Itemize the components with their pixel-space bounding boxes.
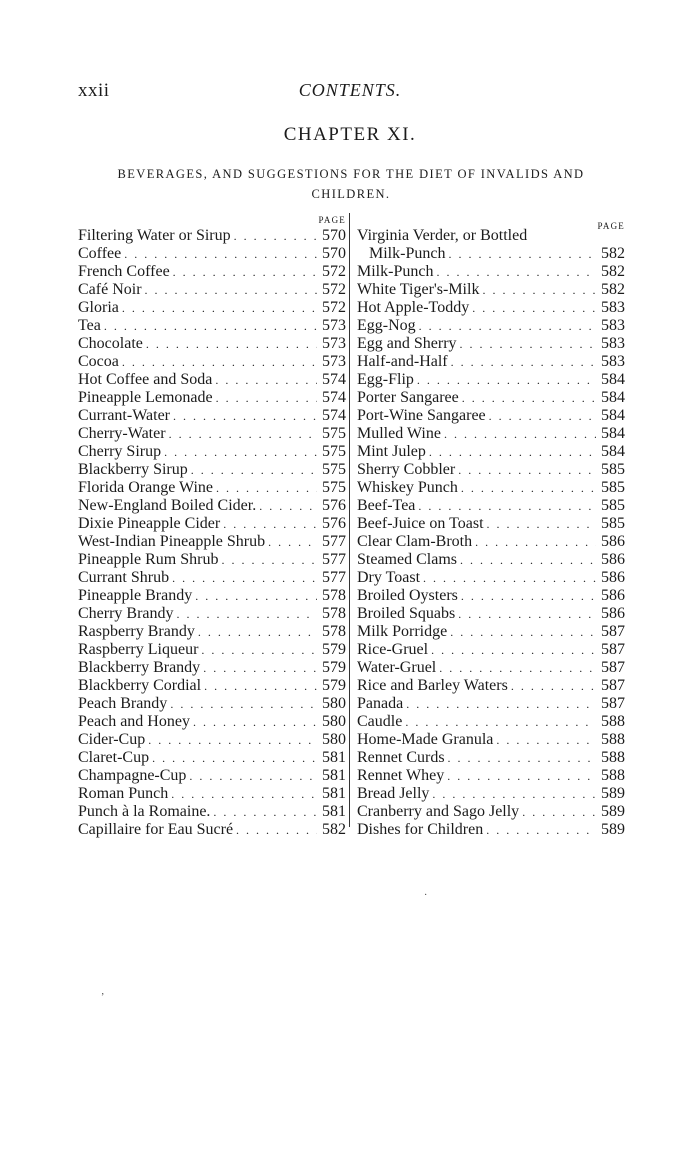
toc-entry bbox=[357, 569, 625, 587]
toc-entry bbox=[78, 605, 346, 623]
dot-leader bbox=[148, 731, 317, 749]
toc-entry-title: Florida Orange Wine bbox=[78, 479, 214, 496]
toc-entry-page: 570 bbox=[322, 245, 346, 262]
toc-entry-page: 584 bbox=[601, 443, 625, 460]
toc-entry-title: Cider-Cup bbox=[78, 731, 146, 748]
dot-leader bbox=[216, 479, 317, 497]
toc-entry bbox=[78, 533, 346, 551]
toc-entry-page: 589 bbox=[601, 803, 625, 820]
toc-entry-title: Virginia Verder, or Bottled bbox=[357, 227, 528, 244]
toc-entry-title: Broiled Oysters bbox=[357, 587, 458, 604]
toc-entry-title: Blackberry Brandy bbox=[78, 659, 201, 676]
toc-entry-title: Peach Brandy bbox=[78, 695, 168, 712]
toc-entry bbox=[357, 623, 625, 641]
toc-entry bbox=[78, 227, 346, 245]
toc-entry-page: 587 bbox=[601, 659, 625, 676]
toc-entry-page: 587 bbox=[601, 677, 625, 694]
toc-entry-title: Clear Clam-Broth bbox=[357, 533, 473, 550]
toc-entry-page: 581 bbox=[322, 803, 346, 820]
toc-entry-title: Coffee bbox=[78, 245, 122, 262]
toc-entry-page: 583 bbox=[601, 299, 625, 316]
toc-entry-page: 585 bbox=[601, 497, 625, 514]
toc-entry bbox=[78, 281, 346, 299]
toc-entry-page: 583 bbox=[601, 335, 625, 352]
dot-leader bbox=[458, 461, 596, 479]
toc-entry-page: 584 bbox=[601, 407, 625, 424]
toc-entry-page: 584 bbox=[601, 425, 625, 442]
toc-entry-page: 570 bbox=[322, 227, 346, 244]
toc-entry-title: Dishes for Children bbox=[357, 821, 484, 838]
dot-leader bbox=[405, 713, 596, 731]
dot-leader bbox=[418, 497, 596, 515]
toc-entry bbox=[78, 677, 346, 695]
toc-entry-page: 586 bbox=[601, 569, 625, 586]
dot-leader bbox=[204, 677, 317, 695]
toc-entry-page: 578 bbox=[322, 605, 346, 622]
dot-leader bbox=[419, 317, 596, 335]
toc-entry bbox=[78, 821, 346, 839]
dot-leader bbox=[122, 353, 317, 371]
toc-entry-title: Dixie Pineapple Cider bbox=[78, 515, 221, 532]
toc-entry-title: Champagne-Cup bbox=[78, 767, 187, 784]
dot-leader bbox=[259, 497, 317, 515]
dot-leader bbox=[203, 659, 317, 677]
dot-leader bbox=[436, 263, 596, 281]
toc-entry-page: 586 bbox=[601, 533, 625, 550]
toc-entry-page: 572 bbox=[322, 263, 346, 280]
dot-leader bbox=[406, 695, 596, 713]
toc-entry bbox=[357, 299, 625, 317]
toc-entry-title: Currant-Water bbox=[78, 407, 170, 424]
toc-entry-page: 572 bbox=[322, 281, 346, 298]
toc-entry-page: 579 bbox=[322, 659, 346, 676]
toc-entry-title: Capillaire for Eau Sucré bbox=[78, 821, 234, 838]
toc-entry-page: 576 bbox=[322, 497, 346, 514]
toc-entry-title: Porter Sangaree bbox=[357, 389, 459, 406]
dot-leader bbox=[104, 317, 317, 335]
toc-entry bbox=[357, 335, 625, 353]
toc-entry-page: 586 bbox=[601, 587, 625, 604]
toc-entry bbox=[78, 803, 346, 821]
toc-entry bbox=[357, 281, 625, 299]
toc-entry bbox=[357, 317, 625, 335]
dot-leader bbox=[169, 425, 317, 443]
toc-entry bbox=[78, 587, 346, 605]
toc-entry bbox=[78, 353, 346, 371]
dot-leader bbox=[489, 407, 596, 425]
toc-entry-title: Rennet Whey bbox=[357, 767, 445, 784]
dot-leader bbox=[462, 389, 596, 407]
dot-leader bbox=[487, 515, 596, 533]
toc-entry-title: Punch à la Romaine. bbox=[78, 803, 211, 820]
toc-entry-page: 577 bbox=[322, 533, 346, 550]
column-divider bbox=[349, 213, 350, 827]
toc-entry-page: 580 bbox=[322, 731, 346, 748]
toc-entry bbox=[78, 731, 346, 749]
toc-entry-title: Raspberry Brandy bbox=[78, 623, 195, 640]
toc-entry bbox=[357, 785, 625, 803]
dot-leader bbox=[216, 389, 317, 407]
toc-entry bbox=[78, 713, 346, 731]
dot-leader bbox=[221, 551, 317, 569]
toc-entry bbox=[78, 371, 346, 389]
dot-leader bbox=[173, 263, 317, 281]
toc-entry-title: Mint Julep bbox=[357, 443, 426, 460]
toc-entry bbox=[357, 497, 625, 515]
toc-entry-page: 575 bbox=[322, 425, 346, 442]
toc-entry-page: 574 bbox=[322, 371, 346, 388]
toc-entry-page: 574 bbox=[322, 389, 346, 406]
dot-leader bbox=[215, 371, 317, 389]
dot-leader bbox=[423, 569, 596, 587]
toc-entry bbox=[357, 731, 625, 749]
toc-entry bbox=[357, 371, 625, 389]
page-number: xxii bbox=[78, 80, 110, 101]
dot-leader bbox=[122, 299, 317, 317]
toc-entry bbox=[357, 713, 625, 731]
toc-entry-title: Rennet Curds bbox=[357, 749, 445, 766]
toc-entry-title: Egg-Nog bbox=[357, 317, 416, 334]
toc-entry-page: 584 bbox=[601, 389, 625, 406]
toc-entry-page: 582 bbox=[601, 263, 625, 280]
dot-leader bbox=[124, 245, 317, 263]
toc-entry bbox=[357, 389, 625, 407]
chapter-title: CHAPTER XI. bbox=[283, 124, 417, 145]
toc-entry bbox=[357, 407, 625, 425]
toc-entry bbox=[357, 803, 625, 821]
dot-leader bbox=[522, 803, 596, 821]
toc-entry-title: Raspberry Liqueur bbox=[78, 641, 199, 658]
toc-entry-title: Dry Toast bbox=[357, 569, 421, 586]
toc-entry-page: 572 bbox=[322, 299, 346, 316]
toc-entry-page: 581 bbox=[322, 785, 346, 802]
toc-entry-page: 581 bbox=[322, 767, 346, 784]
toc-entry-title: Pineapple Rum Shrub bbox=[78, 551, 219, 568]
dot-leader bbox=[431, 641, 596, 659]
toc-entry bbox=[357, 821, 625, 839]
toc-entry bbox=[357, 263, 625, 281]
toc-entry-title: Mulled Wine bbox=[357, 425, 441, 442]
dot-leader bbox=[429, 443, 596, 461]
toc-entry-page: 583 bbox=[601, 317, 625, 334]
toc-entry bbox=[78, 389, 346, 407]
toc-entry-title: Milk-Punch bbox=[357, 263, 434, 280]
toc-entry-title: Port-Wine Sangaree bbox=[357, 407, 486, 424]
toc-entry bbox=[78, 479, 346, 497]
toc-entry bbox=[357, 353, 625, 371]
toc-entry-title: Beef-Juice on Toast bbox=[357, 515, 484, 532]
toc-entry-title: Chocolate bbox=[78, 335, 143, 352]
toc-entry-title: Steamed Clams bbox=[357, 551, 457, 568]
toc-entry-page: 575 bbox=[322, 443, 346, 460]
toc-entry bbox=[78, 569, 346, 587]
toc-entry bbox=[78, 263, 346, 281]
toc-entry bbox=[357, 587, 625, 605]
stray-print-mark: · bbox=[424, 890, 428, 901]
toc-entry-title: Rice-Gruel bbox=[357, 641, 429, 658]
toc-entry-page: 576 bbox=[322, 515, 346, 532]
toc-entry bbox=[78, 785, 346, 803]
toc-entry-title: Pineapple Lemonade bbox=[78, 389, 213, 406]
toc-entry-title: Milk-Punch bbox=[369, 245, 446, 262]
toc-entry-page: 582 bbox=[601, 281, 625, 298]
toc-entry bbox=[78, 245, 346, 263]
dot-leader bbox=[170, 695, 317, 713]
toc-entry-title: Hot Apple-Toddy bbox=[357, 299, 470, 316]
stray-print-mark: ʼ bbox=[101, 992, 105, 1003]
toc-entry-title: Panada bbox=[357, 695, 404, 712]
toc-entry bbox=[357, 677, 625, 695]
toc-entry bbox=[78, 641, 346, 659]
toc-entry bbox=[357, 659, 625, 677]
toc-entry-title: Hot Coffee and Soda bbox=[78, 371, 213, 388]
toc-entry-title: Water-Gruel bbox=[357, 659, 437, 676]
toc-entry-page: 587 bbox=[601, 623, 625, 640]
contents-left-column bbox=[78, 213, 346, 839]
dot-leader bbox=[486, 821, 596, 839]
toc-entry-title: New-England Boiled Cider. bbox=[78, 497, 257, 514]
toc-entry-page: 575 bbox=[322, 479, 346, 496]
toc-entry-heading-line bbox=[357, 227, 625, 245]
toc-entry bbox=[357, 533, 625, 551]
toc-entry-page: 579 bbox=[322, 641, 346, 658]
toc-entry bbox=[78, 749, 346, 767]
toc-entry-page: 587 bbox=[601, 641, 625, 658]
toc-entry-title: Egg and Sherry bbox=[357, 335, 457, 352]
toc-entry-page: 580 bbox=[322, 695, 346, 712]
dot-leader bbox=[417, 371, 596, 389]
toc-entry-page: 575 bbox=[322, 461, 346, 478]
toc-entry-page: 588 bbox=[601, 731, 625, 748]
toc-entry-title: Egg-Flip bbox=[357, 371, 414, 388]
dot-leader bbox=[189, 767, 317, 785]
dot-leader bbox=[439, 659, 596, 677]
dot-leader bbox=[173, 407, 317, 425]
dot-leader bbox=[444, 425, 596, 443]
toc-entry bbox=[78, 407, 346, 425]
toc-entry-title: Whiskey Punch bbox=[357, 479, 458, 496]
toc-entry-page: 573 bbox=[322, 335, 346, 352]
page-column-label: PAGE bbox=[318, 215, 346, 225]
dot-leader bbox=[172, 569, 317, 587]
toc-entry-page: 588 bbox=[601, 749, 625, 766]
toc-entry-page: 579 bbox=[322, 677, 346, 694]
toc-entry-title: Bread Jelly bbox=[357, 785, 430, 802]
toc-entry-title: Blackberry Sirup bbox=[78, 461, 188, 478]
dot-leader bbox=[164, 443, 317, 461]
toc-entry bbox=[357, 767, 625, 785]
dot-leader bbox=[451, 353, 596, 371]
dot-leader bbox=[234, 227, 317, 245]
dot-leader bbox=[482, 281, 596, 299]
toc-entry-title: Blackberry Cordial bbox=[78, 677, 202, 694]
toc-entry-title: Currant Shrub bbox=[78, 569, 170, 586]
contents-right-column: PAGE Virginia Verder, or Bottled Milk-Punch . . . 582 Milk-Punch . . . 582 White Tiger's-Milk . . . 582 Hot Apple-Toddy . . . 583 Egg-Nog . . . 583 Egg and Sherry . . . 583 Half-and-Half . . . 583 Egg-Flip . . . 584 Porter Sangaree . . . 584 Port-Wine Sangaree . . . 584 Mulled Wine . . . 584 Mint Julep . . . 584 Sherry Cobbler . . . 585 Whiskey Punch . . . 585 Beef-Tea . . . 585 Beef-Juice on Toast . . . 585 Clear Clam-Broth . . . 586 Steamed Clams . . . 586 Dry Toast . . . 586 Broiled Oysters . . . 586 Broiled Squabs . . . 586 Milk Porridge . . . 587 Rice-Gruel . . . 587 Water-Gruel . . . 587 Rice and Barley Waters . . . 587 Panada . . . 587 Caudle . . . 588 Home-Made Granula . . . 588 Rennet Curds . . . 588 Rennet Whey . . . 588 Bread Jelly . . . 589 Cranberry and Sago Jelly . . . 589 Dishes for Children . . . 589 bbox=[357, 213, 625, 839]
toc-entry-title: Cherry Brandy bbox=[78, 605, 174, 622]
toc-entry bbox=[357, 605, 625, 623]
dot-leader bbox=[268, 533, 317, 551]
toc-entry bbox=[78, 659, 346, 677]
toc-entry bbox=[357, 425, 625, 443]
toc-entry bbox=[78, 695, 346, 713]
toc-entry-title: Filtering Water or Sirup bbox=[78, 227, 231, 244]
toc-entry bbox=[357, 695, 625, 713]
dot-leader bbox=[152, 749, 317, 767]
chapter-subtitle: BEVERAGES, AND SUGGESTIONS FOR THE DIET OF INVALIDS AND CHILDREN. bbox=[117, 167, 585, 201]
dot-leader bbox=[198, 623, 317, 641]
dot-leader bbox=[236, 821, 317, 839]
dot-leader bbox=[450, 623, 596, 641]
dot-leader bbox=[496, 731, 596, 749]
dot-leader bbox=[448, 245, 596, 263]
toc-entry-page: 588 bbox=[601, 767, 625, 784]
toc-entry-title: Roman Punch bbox=[78, 785, 169, 802]
toc-entry-title: Cranberry and Sago Jelly bbox=[357, 803, 520, 820]
running-head: CONTENTS. bbox=[298, 80, 402, 100]
toc-entry-page: 583 bbox=[601, 353, 625, 370]
toc-entry-page: 581 bbox=[322, 749, 346, 766]
dot-leader bbox=[472, 299, 596, 317]
toc-entry-title: Beef-Tea bbox=[357, 497, 416, 514]
toc-entry bbox=[357, 551, 625, 569]
dot-leader bbox=[460, 551, 596, 569]
dot-leader bbox=[475, 533, 596, 551]
toc-entry-title: Peach and Honey bbox=[78, 713, 190, 730]
toc-entry-title: Tea bbox=[78, 317, 101, 334]
toc-entry bbox=[78, 551, 346, 569]
dot-leader bbox=[461, 479, 596, 497]
toc-entry bbox=[357, 461, 625, 479]
dot-leader bbox=[201, 641, 317, 659]
toc-entry-page: 589 bbox=[601, 785, 625, 802]
toc-entry-page: 589 bbox=[601, 821, 625, 838]
dot-leader bbox=[171, 785, 317, 803]
toc-entry bbox=[78, 461, 346, 479]
toc-entry-title: Café Noir bbox=[78, 281, 142, 298]
toc-entry-page: 573 bbox=[322, 353, 346, 370]
toc-entry-title: Broiled Squabs bbox=[357, 605, 456, 622]
toc-entry bbox=[357, 479, 625, 497]
toc-entry-title: French Coffee bbox=[78, 263, 170, 280]
toc-entry-title: Half-and-Half bbox=[357, 353, 448, 370]
dot-leader bbox=[223, 515, 317, 533]
dot-leader bbox=[213, 803, 317, 821]
toc-entry-title: Home-Made Granula bbox=[357, 731, 494, 748]
toc-entry-title: Rice and Barley Waters bbox=[357, 677, 508, 694]
toc-entry bbox=[78, 299, 346, 317]
dot-leader bbox=[146, 335, 317, 353]
dot-leader bbox=[191, 461, 317, 479]
dot-leader bbox=[461, 587, 596, 605]
toc-entry bbox=[78, 623, 346, 641]
toc-entry bbox=[78, 335, 346, 353]
toc-entry bbox=[357, 641, 625, 659]
dot-leader bbox=[447, 767, 596, 785]
toc-entry-title: Milk Porridge bbox=[357, 623, 448, 640]
toc-entry-page: 587 bbox=[601, 695, 625, 712]
toc-entry-page: 578 bbox=[322, 623, 346, 640]
dot-leader bbox=[458, 605, 596, 623]
toc-entry-page: 585 bbox=[601, 461, 625, 478]
dot-leader bbox=[511, 677, 596, 695]
toc-entry-title: Gloria bbox=[78, 299, 119, 316]
toc-entry bbox=[78, 425, 346, 443]
dot-leader bbox=[193, 713, 317, 731]
toc-entry-page: 580 bbox=[322, 713, 346, 730]
toc-entry-title: Pineapple Brandy bbox=[78, 587, 193, 604]
dot-leader bbox=[195, 587, 317, 605]
toc-entry-page: 588 bbox=[601, 713, 625, 730]
toc-entry-page: 585 bbox=[601, 479, 625, 496]
toc-entry-title: Cherry-Water bbox=[78, 425, 166, 442]
toc-entry bbox=[78, 443, 346, 461]
toc-entry-page: 582 bbox=[322, 821, 346, 838]
toc-entry-title: Caudle bbox=[357, 713, 403, 730]
toc-entry-page: 584 bbox=[601, 371, 625, 388]
dot-leader bbox=[145, 281, 317, 299]
toc-entry-title: Cherry Sirup bbox=[78, 443, 162, 460]
toc-entry bbox=[78, 317, 346, 335]
toc-entry-page: 573 bbox=[322, 317, 346, 334]
toc-entry bbox=[78, 497, 346, 515]
toc-entry-page: 586 bbox=[601, 551, 625, 568]
dot-leader bbox=[432, 785, 596, 803]
toc-entry-page: 585 bbox=[601, 515, 625, 532]
dot-leader bbox=[448, 749, 596, 767]
toc-entry-page: 582 bbox=[601, 245, 625, 262]
toc-entry-page: 574 bbox=[322, 407, 346, 424]
toc-entry-title: West-Indian Pineapple Shrub bbox=[78, 533, 266, 550]
toc-entry bbox=[357, 245, 625, 263]
toc-entry-title: White Tiger's-Milk bbox=[357, 281, 480, 298]
toc-entry bbox=[357, 749, 625, 767]
toc-entry bbox=[78, 767, 346, 785]
dot-leader bbox=[460, 335, 596, 353]
dot-leader bbox=[177, 605, 317, 623]
toc-entry-title: Claret-Cup bbox=[78, 749, 150, 766]
toc-entry bbox=[78, 515, 346, 533]
toc-entry-page: 578 bbox=[322, 587, 346, 604]
toc-entry-title: Sherry Cobbler bbox=[357, 461, 456, 478]
toc-entry-page: 577 bbox=[322, 569, 346, 586]
toc-entry-page: 577 bbox=[322, 551, 346, 568]
toc-entry-title: Cocoa bbox=[78, 353, 119, 370]
toc-entry-page: 586 bbox=[601, 605, 625, 622]
toc-entry bbox=[357, 515, 625, 533]
toc-entry bbox=[357, 443, 625, 461]
